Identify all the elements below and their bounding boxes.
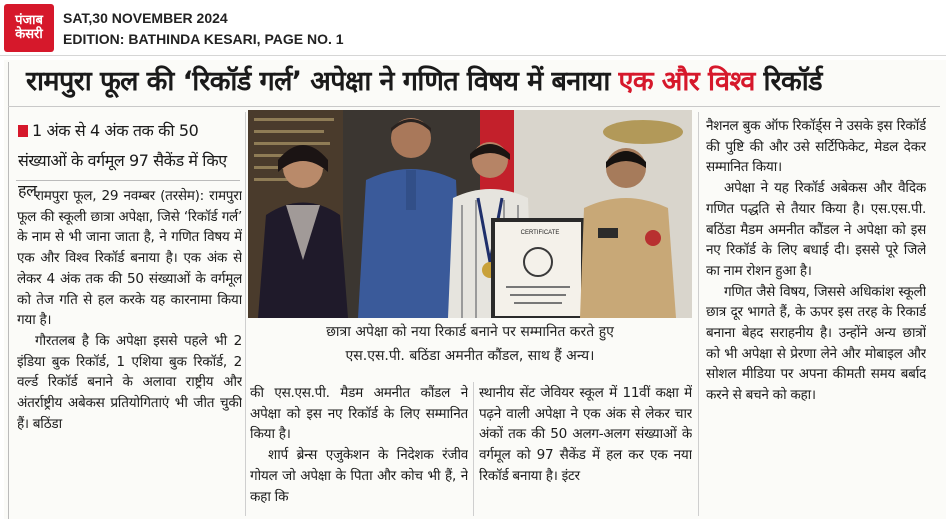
publication-date: SAT,30 NOVEMBER 2024 [63, 10, 228, 26]
column-4-paragraph-0: नैशनल बुक ऑफ रिकॉर्ड्स ने उसके इस रिकॉर्ड की पुष्टि की और उसे सर्टिफिकेट, मेडल देकर सम्मानित किया। [706, 118, 926, 176]
column-divider [473, 382, 474, 516]
headline-rule [8, 106, 940, 107]
headline-highlight: एक और विश्व [618, 66, 755, 97]
column-2-paragraph-2: शार्प ब्रेन्स एजुकेशन के निदेशक रंजीव गोयल जो अपेक्षा के पिता और कोच भी हैं, ने कहा कि [250, 447, 468, 505]
article-column-1 [17, 186, 242, 516]
photo-illustration [248, 110, 692, 318]
headline-part2: रिकॉर्ड [754, 66, 822, 97]
column-4-paragraph-2: गणित जैसे विषय, जिससे अधिकांश स्कूली छात्र दूर भागते हैं, के ऊपर इस तरह के रिकार्ड बनाना बेहद सराहनीय है। उन्होंने अन्य छात्रों को भी अपेक्षा से प्रेरणा लेने और मोबाइल और सोशल मीडिया पर अपना कीमती समय बर्बाद करने से बचने को कहा। [706, 283, 926, 404]
article-headline [26, 62, 822, 102]
article-photo [248, 110, 692, 318]
column-1-paragraph-1: रामपुरा फूल, 29 नवम्बर (तरसेम): रामपुरा फूल की स्कूली छात्रा अपेक्षा, जिसे ‘रिकॉर्ड गर्ल’ के नाम से भी जाना जाता है, ने गणित विषय में एक और विश्व रिकॉर्ड बनाया है। एक अंक से लेकर 4 अंक तक की 50 संख्याओं के वर्गमूल को तेज गति से हल करके यह कारनामा किया गया है। [17, 188, 242, 329]
headline-part1: रामपुरा फूल की ‘रिकॉर्ड गर्ल’ अपेक्षा ने गणित विषय में बनाया [26, 66, 619, 97]
column-divider [698, 112, 699, 516]
column-3-paragraph-1: स्थानीय सेंट जेवियर स्कूल में 11वीं कक्षा में पढ़ने वाली अपेक्षा ने एक अंक से लेकर चार अंकों तक की 50 अलग-अलग संख्याओं के वर्गमूल को 97 सैकेंड में हल कर एक नया रिकॉर्ड बनाया है। इंटर [479, 385, 692, 484]
subheadline-text: 1 अंक से 4 अंक तक की 50 संख्याओं के वर्गमूल 97 सैकेंड में किए हल [18, 121, 227, 200]
logo-line2: केसरी [15, 27, 43, 42]
masthead-bar [0, 0, 946, 56]
article-column-4 [706, 116, 926, 517]
article-column-2 [250, 383, 468, 517]
certificate-label: CERTIFICATE [520, 230, 560, 236]
logo-line1: पंजाब [15, 13, 43, 29]
punjab-kesari-logo [4, 4, 54, 52]
article-column-3 [479, 383, 692, 517]
photo-caption-line-1: छात्रा अपेक्षा को नया रिकार्ड बनाने पर सम्मानित करते हुए [326, 324, 614, 340]
column-divider [245, 112, 246, 516]
edition-meta [63, 8, 344, 50]
edition-info: EDITION: BATHINDA KESARI, PAGE NO. 1 [63, 31, 344, 47]
subheadline-rule [16, 180, 240, 181]
photo-caption-line-2: एस.एस.पी. बठिंडा अमनीत कौंडल, साथ हैं अन्य। [345, 348, 595, 364]
column-4-paragraph-1: अपेक्षा ने यह रिकॉर्ड अबेकस और वैदिक गणित पद्धति से तैयार किया है। एस.एस.पी. बठिंडा मैडम अमनीत कौंडल ने अपेक्षा को इस नए रिकॉर्ड के लिए बधाई दी। इससे पूरे जिले का नाम रोशन हुआ है। [706, 180, 926, 279]
column-2-paragraph-1: की एस.एस.पी. मैडम अमनीत कौंडल ने अपेक्षा को इस नए रिकॉर्ड के लिए सम्मानित किया है। [250, 385, 468, 443]
column-1-paragraph-2: गौरतलब है कि अपेक्षा इससे पहले भी 2 इंडिया बुक रिकॉर्ड, 1 एशिया बुक रिकॉर्ड, 2 वर्ल्ड रिकॉर्ड बनाने के अलावा राष्ट्रीय और अंतर्राष्ट्रीय अबेकस प्रतियोगिताएं भी जीत चुकी हैं। बठिंडा [17, 332, 242, 432]
adjacent-article-edge [0, 62, 9, 519]
red-square-bullet-icon [18, 125, 28, 137]
photo-caption [248, 320, 692, 378]
